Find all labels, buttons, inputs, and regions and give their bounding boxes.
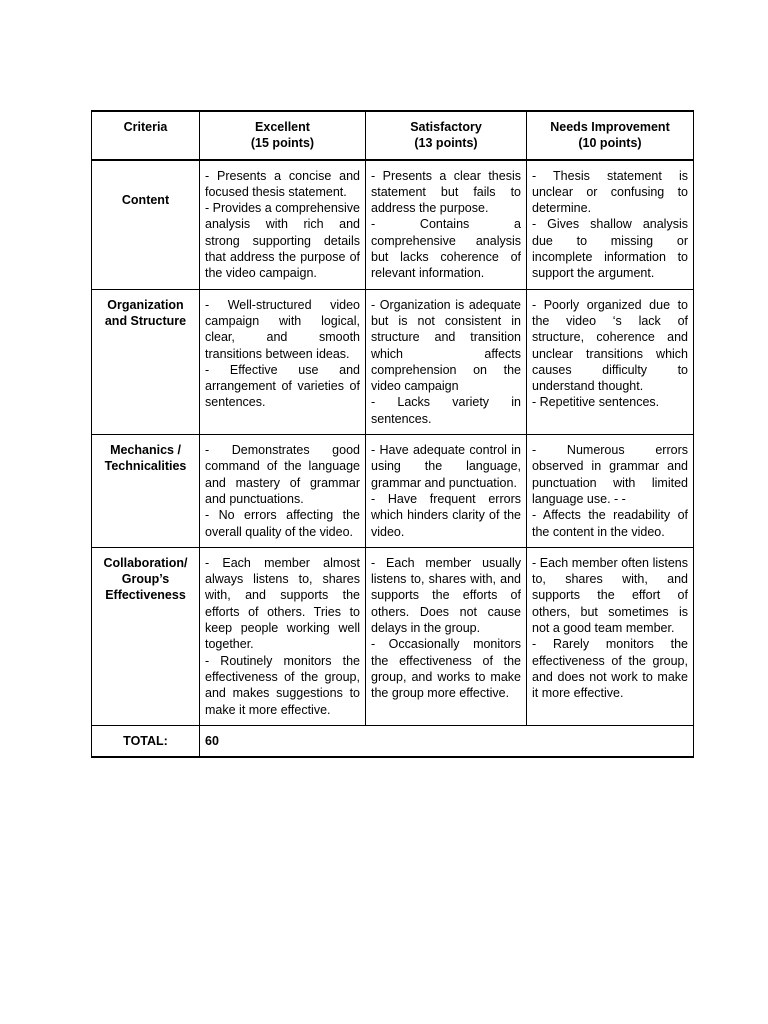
descriptor-text: - Poorly organized due to the video ‘s lack of structure, coherence and unclear transitions which causes difficulty to understand thought. [532, 297, 688, 394]
table-row [92, 547, 694, 725]
descriptor-text: - Organization is adequate but is not consistent in structure and transition which affects comprehension on the video campaign [371, 297, 521, 394]
descriptor-text: - Presents a clear thesis statement but fails to address the purpose. [371, 168, 521, 216]
cell-content-satisfactory [366, 160, 527, 290]
descriptor-text: - Each member usually listens to, shares with, and supports the efforts of others. Does not cause delays in the group. [371, 555, 521, 636]
total-row [92, 725, 694, 757]
descriptor-text: - Occasionally monitors the effectiveness of the group, and works to make the group more effective. [371, 637, 521, 701]
criteria-mechanics: Mechanics / Technicalities [92, 435, 200, 548]
table-row [92, 435, 694, 548]
cell-content-needs-improvement [527, 160, 694, 290]
header-excellent-label: Excellent [255, 120, 310, 134]
descriptor-text: - Thesis statement is unclear or confusing to determine. [532, 168, 688, 216]
header-satisfactory [366, 111, 527, 160]
descriptor-text: - Have frequent errors which hinders clarity of the video. [371, 491, 521, 539]
header-satisfactory-points: (13 points) [414, 136, 478, 151]
rubric-table [91, 110, 694, 758]
descriptor-text: - Gives shallow analysis due to missing or incomplete information to support the argument. [532, 217, 688, 281]
criteria-collaboration: Collaboration/ Group’s Effectiveness [92, 547, 200, 725]
descriptor-text: - Rarely monitors the effectiveness of the group, and does not work to make it more effective. [532, 637, 688, 701]
descriptor-text: - Affects the readability of the content in the video. [532, 508, 688, 539]
header-satisfactory-label: Satisfactory [410, 120, 482, 134]
descriptor-text: - Repetitive sentences. [532, 395, 660, 410]
cell-organization-excellent [200, 289, 366, 434]
descriptor-text: - Routinely monitors the effectiveness of the group, and makes suggestions to make it more effective. [205, 653, 360, 717]
criteria-organization: Organization and Structure [92, 289, 200, 434]
header-criteria-label: Criteria [123, 120, 168, 134]
cell-organization-satisfactory [366, 289, 527, 434]
table-row [92, 160, 694, 290]
total-label: TOTAL: [92, 725, 200, 757]
cell-collaboration-excellent [200, 547, 366, 725]
header-row [92, 111, 694, 160]
header-needs-improvement [527, 111, 694, 160]
header-criteria [92, 111, 200, 160]
descriptor-text: - Contains a comprehensive analysis but lacks coherence of relevant information. [371, 217, 521, 281]
descriptor-text: - Well-structured video campaign with logical, clear, and smooth transitions between ideas. [205, 297, 360, 361]
cell-mechanics-needs-improvement [527, 435, 694, 548]
criteria-content: Content [92, 160, 200, 290]
table-row [92, 289, 694, 434]
descriptor-text: - Presents a concise and focused thesis statement. [205, 168, 360, 199]
descriptor-text: - Have adequate control in using the language, grammar and punctuation. [371, 443, 521, 490]
cell-collaboration-needs-improvement [527, 547, 694, 725]
header-excellent [200, 111, 366, 160]
cell-mechanics-satisfactory [366, 435, 527, 548]
descriptor-text: - Provides a comprehensive analysis with rich and strong supporting details that address the purpose of the video campaign. [205, 201, 360, 281]
descriptor-text: - No errors affecting the overall quality of the video. [205, 508, 360, 539]
cell-mechanics-excellent [200, 435, 366, 548]
header-needs-improvement-points: (10 points) [578, 136, 642, 151]
descriptor-text: - Effective use and arrangement of varieties of sentences. [205, 362, 360, 410]
header-excellent-points: (15 points) [250, 136, 315, 151]
total-value: 60 [200, 725, 694, 757]
cell-collaboration-satisfactory [366, 547, 527, 725]
descriptor-text: - Lacks variety in sentences. [371, 395, 521, 426]
header-needs-improvement-label: Needs Improvement [550, 120, 670, 134]
cell-organization-needs-improvement [527, 289, 694, 434]
cell-content-excellent [200, 160, 366, 290]
descriptor-text: - Each member often listens to, shares with, and supports the effort of others, but sometimes is not a good team member. [532, 555, 688, 636]
descriptor-text: - Demonstrates good command of the language and mastery of grammar and punctuations. [205, 443, 360, 506]
descriptor-text: - Numerous errors observed in grammar and punctuation with limited language use. - - [532, 443, 688, 506]
descriptor-text: - Each member almost always listens to, shares with, and supports the efforts of others. Tries to keep people working well together. [205, 555, 360, 652]
